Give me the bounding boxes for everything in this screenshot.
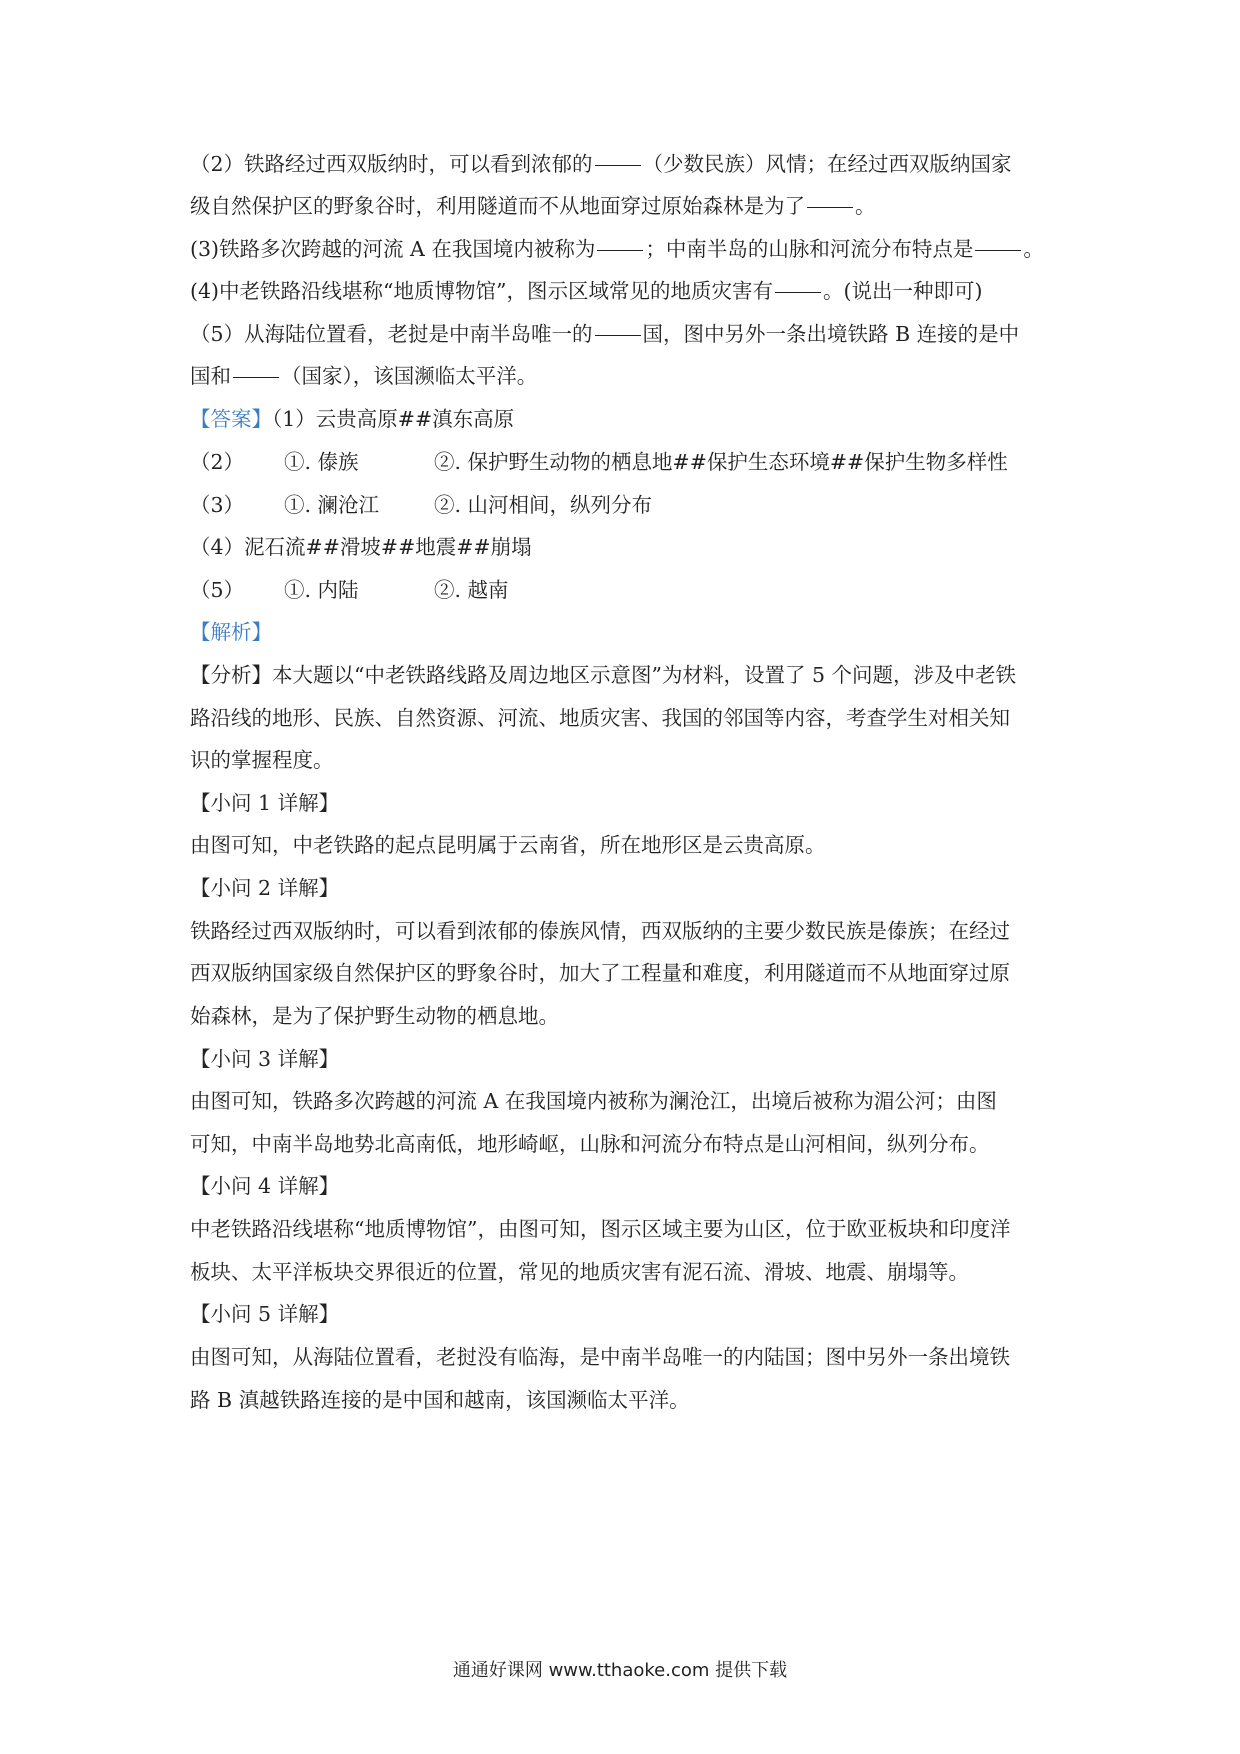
subquestion-5-text-1: 由图可知，从海陆位置看，老挝没有临海，是中南半岛唯一的内陆国；图中另外一条出境铁 — [190, 1345, 1010, 1369]
subquestion-4-text-2: 板块、太平洋板块交界很近的位置，常见的地质灾害有泥石流、滑坡、地震、崩塌等。 — [190, 1260, 969, 1284]
answer-blank — [807, 207, 853, 208]
answer-blank — [233, 377, 279, 378]
subquestion-3-text-1: 由图可知，铁路多次跨越的河流 A 在我国境内被称为澜沧江，出境后被称为湄公河；由图 — [190, 1089, 997, 1113]
subquestion-4-title: 【小问 4 详解】 — [190, 1174, 340, 1198]
subquestion-2-text-3: 始森林，是为了保护野生动物的栖息地。 — [190, 1004, 559, 1028]
question-4: (4)中老铁路沿线堪称“地质博物馆”，图示区域常见的地质灾害有 。(说出一种即可) — [190, 279, 983, 303]
answer-blank — [595, 335, 641, 336]
subquestion-2-title: 【小问 2 详解】 — [190, 876, 340, 900]
answer-3: （3） ①. 澜沧江 ②. 山河相间，纵列分布 — [190, 493, 653, 517]
subquestion-5-text-2: 路 B 滇越铁路连接的是中国和越南，该国濒临太平洋。 — [190, 1388, 690, 1412]
subquestion-3-text-2: 可知，中南半岛地势北高南低，地形崎岖，山脉和河流分布特点是山河相间，纵列分布。 — [190, 1132, 990, 1156]
answer-blank — [597, 250, 643, 251]
answer-4: （4）泥石流##滑坡##地震##崩塌 — [190, 535, 532, 559]
analysis-tag: 【解析】 — [190, 620, 272, 644]
page-footer: 通通好课网 www.tthaoke.com 提供下载 — [452, 1660, 788, 1681]
subquestion-5-title: 【小问 5 详解】 — [190, 1302, 340, 1326]
question-2-line-1: （2）铁路经过西双版纳时，可以看到浓郁的 （少数民族）风情；在经过西双版纳国家 — [190, 152, 1012, 176]
question-3: (3)铁路多次跨越的河流 A 在我国境内被称为 ；中南半岛的山脉和河流分布特点是 。 — [190, 237, 1044, 261]
analysis-intro-line-2: 路沿线的地形、民族、自然资源、河流、地质灾害、我国的邻国等内容，考查学生对相关知 — [190, 706, 1010, 730]
subquestion-4-text-1: 中老铁路沿线堪称“地质博物馆”，由图可知，图示区域主要为山区，位于欧亚板块和印度洋 — [190, 1217, 1011, 1241]
analysis-intro-line-1: 【分析】本大题以“中老铁路线路及周边地区示意图”为材料，设置了 5 个问题，涉及中老铁 — [190, 663, 1017, 687]
subquestion-3-title: 【小问 3 详解】 — [190, 1047, 340, 1071]
analysis-intro-line-3: 识的掌握程度。 — [190, 748, 334, 772]
subquestion-1-text: 由图可知，中老铁路的起点昆明属于云南省，所在地形区是云贵高原。 — [190, 833, 826, 857]
subquestion-2-text-1: 铁路经过西双版纳时，可以看到浓郁的傣族风情，西双版纳的主要少数民族是傣族；在经过 — [190, 919, 1010, 943]
answer-2: （2） ①. 傣族 ②. 保护野生动物的栖息地##保护生态环境##保护生物多样性 — [190, 450, 1008, 474]
answer-tag: 【答案】 — [190, 407, 272, 431]
answer-blank — [975, 250, 1021, 251]
answer-blank — [775, 292, 821, 293]
question-5-line-2: 国和 （国家），该国濒临太平洋。 — [190, 364, 538, 388]
question-5-line-1: （5）从海陆位置看，老挝是中南半岛唯一的 国，图中另外一条出境铁路 B 连接的是中 — [190, 322, 1020, 346]
answer-1: 【答案】（1）云贵高原##滇东高原 — [190, 407, 515, 431]
answer-5: （5） ①. 内陆 ②. 越南 — [190, 578, 509, 602]
subquestion-2-text-2: 西双版纳国家级自然保护区的野象谷时，加大了工程量和难度，利用隧道而不从地面穿过原 — [190, 961, 1010, 985]
answer-blank — [595, 165, 641, 166]
subquestion-1-title: 【小问 1 详解】 — [190, 791, 340, 815]
question-2-line-2: 级自然保护区的野象谷时，利用隧道而不从地面穿过原始森林是为了 。 — [190, 194, 876, 218]
